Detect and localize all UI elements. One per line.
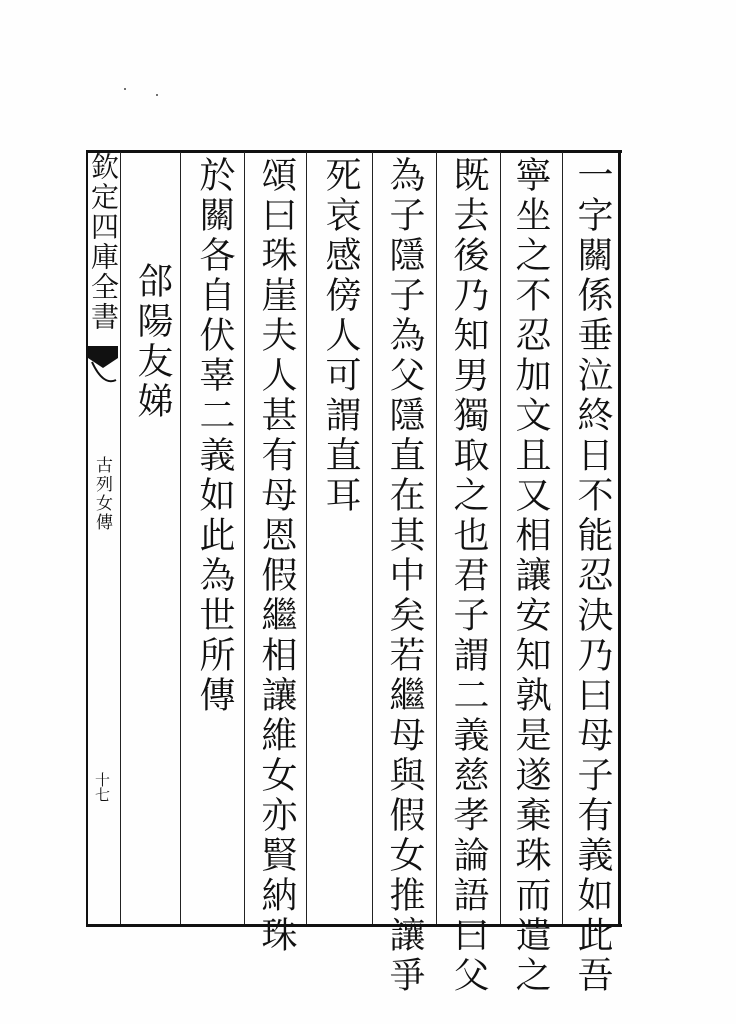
text-column: 頌曰珠崖夫人甚有母恩假繼相讓維女亦賢納珠 [256, 156, 297, 956]
text-column: 郃陽友娣 [132, 262, 173, 422]
spine-book-title: 欽定四庫全書 [87, 152, 120, 332]
scan-speck [124, 88, 126, 90]
frame-right-border [618, 150, 621, 927]
text-column: 一字關係垂泣終日不能忍決乃曰母子有義如此吾 [572, 156, 613, 996]
column-rule [436, 152, 437, 924]
scan-speck [156, 94, 158, 96]
text-column: 為子隱子為父隱直在其中矣若繼母與假女推讓爭 [384, 156, 425, 996]
column-rule [306, 152, 307, 924]
text-column: 寧坐之不忍加文且又相讓安知孰是遂棄珠而遣之 [510, 156, 551, 996]
column-rule [244, 152, 245, 924]
fishtail-mark-icon [88, 346, 118, 386]
column-rule [562, 152, 563, 924]
frame-top-border [86, 150, 622, 153]
spine-page-number: 十七 [93, 772, 111, 802]
text-column: 既去後乃知男獨取之也君子謂二義慈孝論語曰父 [448, 156, 489, 996]
text-column: 於關各自伏辜二義如此為世所傳 [194, 156, 235, 716]
column-rule [372, 152, 373, 924]
column-rule [500, 152, 501, 924]
spine-section-title: 古列女傳 [92, 456, 112, 532]
column-rule [180, 152, 181, 924]
text-column: 死哀感傍人可謂直耳 [320, 156, 361, 516]
column-rule [120, 152, 121, 924]
